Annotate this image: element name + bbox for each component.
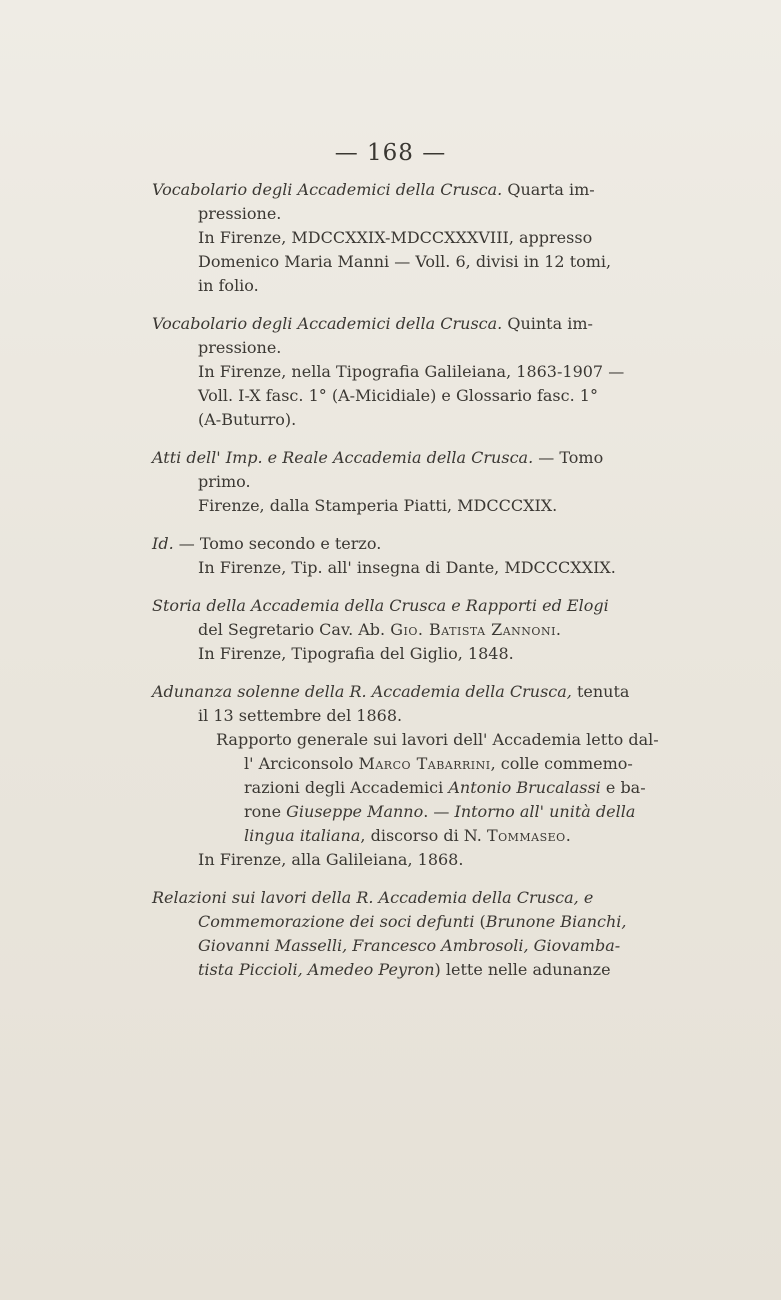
contents-line: Rapporto generale sui lavori dell' Accademia letto dal-	[216, 730, 659, 749]
entry-heading-cont: il 13 settembre del 1868.	[198, 706, 403, 725]
bib-entry-adunanza	[152, 680, 676, 872]
contents-line: razioni degli Accademici Antonio Brucalassi e ba-	[244, 778, 646, 797]
entry-imprint-line: In Firenze, Tipografia del Giglio, 1848.	[198, 644, 514, 663]
entry-heading: Vocabolario degli Accademici della Crusca. Quarta im-	[152, 180, 595, 199]
entry-heading: Id. — Tomo secondo e terzo.	[152, 534, 382, 553]
bib-entry-atti-tomo-primo	[152, 446, 676, 518]
entry-imprint-line: Domenico Maria Manni — Voll. 6, divisi in 12 tomi,	[198, 252, 612, 271]
entry-contents	[216, 728, 676, 848]
entry-title: Storia della Accademia della Crusca e Rapporti ed Elogi	[152, 596, 609, 615]
contents-line: rone Giuseppe Manno. — Intorno all' unità della	[244, 802, 636, 821]
entry-imprint-line: (A-Buturro).	[198, 410, 297, 429]
entry-imprint-line: Firenze, dalla Stamperia Piatti, MDCCCXIX.	[198, 496, 558, 515]
person-name: Antonio Brucalassi	[448, 778, 601, 797]
person-name: Giuseppe Manno	[286, 802, 424, 821]
entry-imprint-line: in folio.	[198, 276, 259, 295]
entry-heading-cont: pressione.	[198, 204, 282, 223]
bib-entry-vocabolario-quinta	[152, 312, 676, 432]
entry-title: Vocabolario degli Accademici della Crusca.	[152, 180, 503, 199]
entry-imprint-line: In Firenze, nella Tipografia Galileiana, 1863-1907 —	[198, 362, 625, 381]
author-name: Gio. Batista Zannoni	[390, 620, 556, 639]
person-name: Tommaseo	[486, 826, 566, 845]
entry-title: Relazioni sui lavori della R. Accademia della Crusca, e	[152, 888, 594, 907]
entry-heading: Vocabolario degli Accademici della Crusca. Quinta im-	[152, 314, 593, 333]
entry-heading-cont: tista Piccioli, Amedeo Peyron) lette nelle adunanze	[198, 960, 611, 979]
page-number: — 168 —	[334, 140, 447, 166]
entry-heading: Atti dell' Imp. e Reale Accademia della Crusca. — Tomo	[152, 448, 604, 467]
contents-line: lingua italiana, discorso di N. Tommaseo.	[244, 826, 571, 845]
bib-entry-vocabolario-quarta	[152, 178, 676, 298]
entry-heading-cont: primo.	[198, 472, 251, 491]
entry-imprint-line: In Firenze, MDCCXXIX-MDCCXXXVIII, appresso	[198, 228, 593, 247]
entry-author-line: del Segretario Cav. Ab. Gio. Batista Zannoni.	[198, 620, 562, 639]
contents-line: l' Arciconsolo Marco Tabarrini, colle commemo-	[244, 754, 633, 773]
entry-title: Adunanza solenne della R. Accademia della Crusca,	[152, 682, 572, 701]
entry-heading: Adunanza solenne della R. Accademia della Crusca, tenuta	[152, 682, 630, 701]
entry-heading-cont: Commemorazione dei soci defunti (Brunone Bianchi,	[198, 912, 627, 931]
entry-imprint-line: In Firenze, alla Galileiana, 1868.	[198, 850, 464, 869]
entry-heading-cont: Giovanni Masselli, Francesco Ambrosoli, Giovamba-	[198, 936, 621, 955]
bib-entry-storia	[152, 594, 676, 666]
bibliography-list	[152, 178, 676, 996]
entry-title: Vocabolario degli Accademici della Crusca.	[152, 314, 503, 333]
entry-title: Id.	[152, 534, 174, 553]
entry-title: Atti dell' Imp. e Reale Accademia della Crusca.	[152, 448, 534, 467]
bib-entry-atti-id	[152, 532, 676, 580]
entry-imprint-line: In Firenze, Tip. all' insegna di Dante, MDCCCXXIX.	[198, 558, 616, 577]
entry-heading-cont: pressione.	[198, 338, 282, 357]
bib-entry-relazioni	[152, 886, 676, 982]
entry-imprint-line: Voll. I-X fasc. 1° (A-Micidiale) e Glossario fasc. 1°	[198, 386, 598, 405]
person-name: Marco Tabarrini	[358, 754, 491, 773]
entry-heading	[152, 886, 676, 910]
entry-heading	[152, 594, 676, 618]
discourse-title: Intorno all' unità della	[454, 802, 636, 821]
